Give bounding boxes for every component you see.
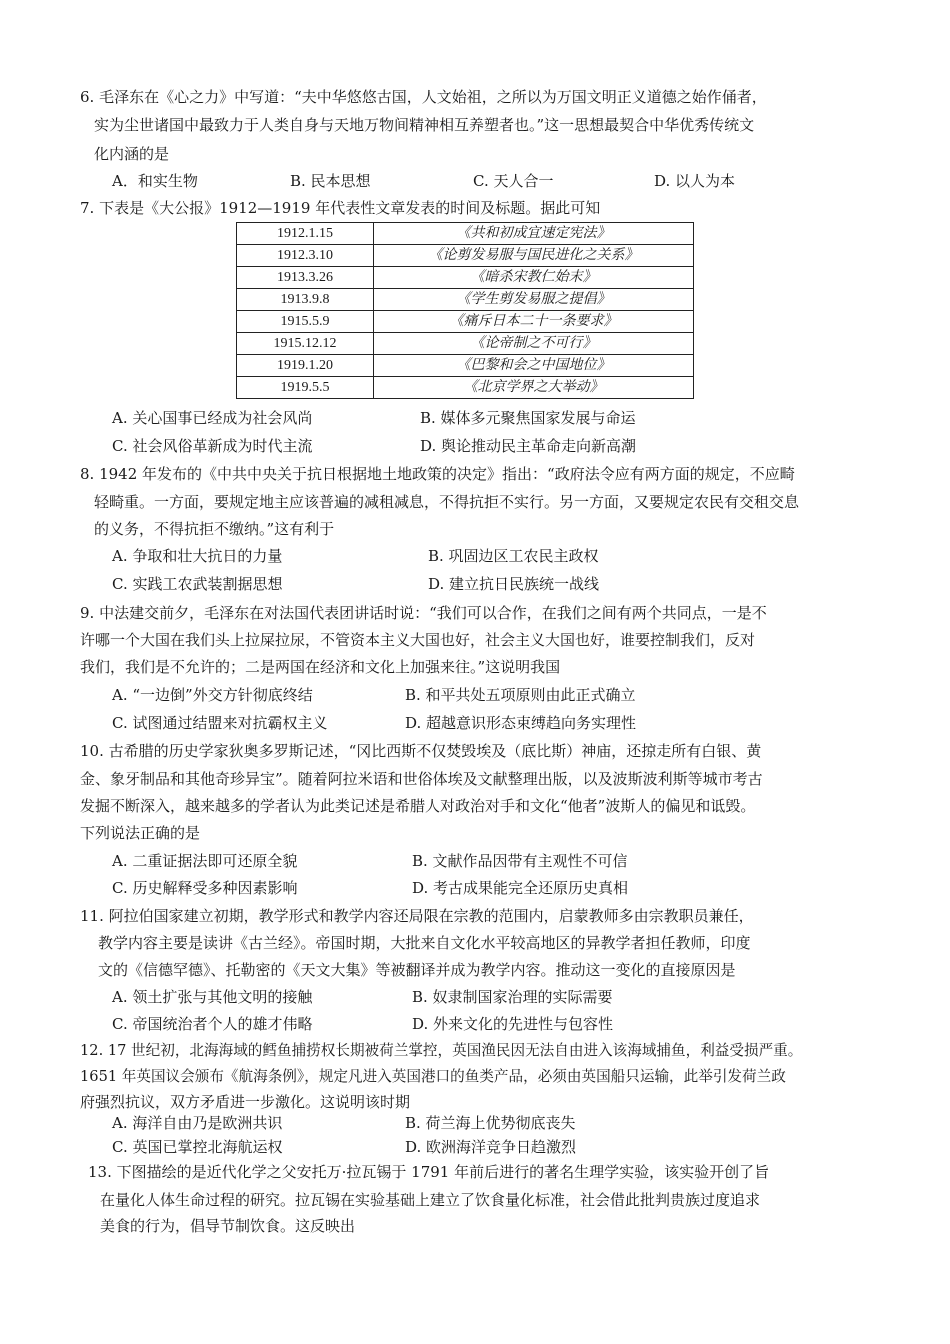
q8-stem-line-1: 8. 1942 年发布的《中共中央关于抗日根据地土地政策的决定》指出：“政府法令应有两方面的规定，不应畸 — [80, 465, 795, 483]
q10-option-b: B. 文献作品因带有主观性不可信 — [412, 852, 628, 870]
q10-option-c: C. 历史解释受多种因素影响 — [112, 879, 298, 897]
q7-option-c: C. 社会风俗革新成为时代主流 — [112, 437, 313, 455]
q13-stem-line-2: 在量化人体生命过程的研究。拉瓦锡在实验基础上建立了饮食量化标准，社会借此批判贵族过度追求 — [100, 1191, 761, 1209]
q6-stem-line-3: 化内涵的是 — [94, 145, 170, 163]
q13-stem-line-3: 美食的行为，倡导节制饮食。这反映出 — [100, 1217, 356, 1235]
table-row — [237, 377, 694, 399]
q6-stem-line-1: 6. 毛泽东在《心之力》中写道：“夫中华悠悠古国，人文始祖，之所以为万国文明正义道德之始作俑者， — [80, 88, 767, 106]
table-date: 1915.5.9 — [237, 311, 374, 333]
table-title: 《论剪发易服与国民进化之关系》 — [374, 245, 694, 267]
q8-option-a: A. 争取和壮大抗日的力量 — [112, 547, 283, 565]
table-date: 1919.1.20 — [237, 355, 374, 377]
table-title: 《北京学界之大举动》 — [374, 377, 694, 399]
table-title: 《共和初成宜速定宪法》 — [374, 223, 694, 245]
q12-option-c: C. 英国已掌控北海航运权 — [112, 1138, 283, 1156]
q8-option-b: B. 巩固边区工农民主政权 — [428, 547, 599, 565]
q8-option-c: C. 实践工农武装割据思想 — [112, 575, 283, 593]
q12-stem-line-2: 1651 年英国议会颁布《航海条例》，规定凡进入英国港口的鱼类产品，必须由英国船只运输，此举引发荷兰政 — [80, 1068, 786, 1085]
q6-option-b: B. 民本思想 — [290, 172, 371, 190]
table-date: 1919.5.5 — [237, 377, 374, 399]
q12-option-a: A. 海洋自由乃是欧洲共识 — [112, 1114, 283, 1132]
q9-stem-line-1: 9. 中法建交前夕，毛泽东在对法国代表团讲话时说：“我们可以合作，在我们之间有两个共同点，一是不 — [80, 604, 767, 622]
q11-option-a: A. 领土扩张与其他文明的接触 — [112, 988, 313, 1006]
q10-stem-line-1: 10. 古希腊的历史学家狄奥多罗斯记述，“冈比西斯不仅焚毁埃及（底比斯）神庙，还掠走所有白银、黄 — [80, 742, 762, 760]
q12-option-d: D. 欧洲海洋竞争日趋激烈 — [405, 1138, 577, 1156]
q7-stem-line-1: 7. 下表是《大公报》1912—1919 年代表性文章发表的时间及标题。据此可知 — [80, 199, 601, 217]
q6-option-d: D. 以人为本 — [654, 172, 736, 190]
table-row — [237, 333, 694, 355]
table-title: 《暗杀宋教仁始末》 — [374, 267, 694, 289]
q12-stem-line-1: 12. 17 世纪初，北海海域的鳕鱼捕捞权长期被荷兰掌控，英国渔民因无法自由进入该海域捕鱼，利益受损严重。 — [80, 1042, 803, 1059]
table-row — [237, 289, 694, 311]
q11-stem-line-3: 文的《信德罕德》、托勒密的《天文大集》等被翻译并成为教学内容。推动这一变化的直接原因是 — [98, 961, 736, 979]
q10-stem-line-3: 发掘不断深入，越来越多的学者认为此类记述是希腊人对政治对手和文化“他者”波斯人的偏见和诋毁。 — [80, 797, 756, 815]
table-date: 1913.3.26 — [237, 267, 374, 289]
q9-stem-line-3: 我们，我们是不允许的；二是两国在经济和文化上加强来往。”这说明我国 — [80, 658, 561, 676]
q6-stem-line-2: 实为尘世诸国中最致力于人类自身与天地万物间精神相互养塑者也。”这一思想最契合中华优秀传统文 — [94, 116, 755, 134]
q6-option-a: A．和实生物 — [112, 172, 198, 190]
table-title: 《论帝制之不可行》 — [374, 333, 694, 355]
q12-stem-line-3: 府强烈抗议，双方矛盾进一步激化。这说明该时期 — [80, 1093, 411, 1111]
q8-stem-line-2: 轻畸重。一方面，要规定地主应该普遍的减租减息，不得抗拒不实行。另一方面，又要规定农民有交租交息 — [94, 493, 800, 511]
q7-option-b: B. 媒体多元聚焦国家发展与命运 — [420, 409, 636, 427]
table-row — [237, 267, 694, 289]
table-date: 1912.3.10 — [237, 245, 374, 267]
q11-stem-line-1: 11. 阿拉伯国家建立初期，教学形式和教学内容还局限在宗教的范围内，启蒙教师多由宗教职员兼任， — [80, 907, 754, 925]
q9-option-b: B. 和平共处五项原则由此正式确立 — [405, 686, 636, 704]
q12-option-b: B. 荷兰海上优势彻底丧失 — [405, 1114, 576, 1132]
q9-stem-line-2: 许哪一个大国在我们头上拉屎拉尿，不管资本主义大国也好，社会主义大国也好，谁要控制我们，反对 — [80, 631, 756, 649]
q11-option-d: D. 外来文化的先进性与包容性 — [412, 1015, 614, 1033]
q9-option-c: C. 试图通过结盟来对抗霸权主义 — [112, 714, 328, 732]
q9-option-a: A. “一边倒”外交方针彻底终结 — [112, 686, 313, 704]
q8-option-d: D. 建立抗日民族统一战线 — [428, 575, 600, 593]
q7-option-d: D. 舆论推动民主革命走向新高潮 — [420, 437, 637, 455]
q13-stem-line-1: 13. 下图描绘的是近代化学之父安托万·拉瓦锡于 1791 年前后进行的著名生理学实验，该实验开创了旨 — [88, 1163, 770, 1181]
table-row — [237, 311, 694, 333]
q8-stem-line-3: 的义务，不得抗拒不缴纳。”这有利于 — [94, 520, 335, 538]
table-title: 《痛斥日本二十一条要求》 — [374, 311, 694, 333]
q7-option-a: A. 关心国事已经成为社会风尚 — [112, 409, 313, 427]
q6-option-c: C. 天人合一 — [473, 172, 554, 190]
q9-option-d: D. 超越意识形态束缚趋向务实理性 — [405, 714, 637, 732]
q11-stem-line-2: 教学内容主要是读讲《古兰经》。帝国时期，大批来自文化水平较高地区的异教学者担任教师，印度 — [98, 934, 751, 952]
table-title: 《学生剪发易服之提倡》 — [374, 289, 694, 311]
q11-option-c: C. 帝国统治者个人的雄才伟略 — [112, 1015, 313, 1033]
q10-stem-line-4: 下列说法正确的是 — [80, 824, 201, 842]
q7-article-table — [236, 222, 694, 399]
q10-stem-line-2: 金、象牙制品和其他奇珍异宝”。随着阿拉米语和世俗体埃及文献整理出版，以及波斯波利斯等城市考古 — [80, 770, 763, 788]
table-date: 1912.1.15 — [237, 223, 374, 245]
q11-option-b: B. 奴隶制国家治理的实际需要 — [412, 988, 613, 1006]
table-date: 1913.9.8 — [237, 289, 374, 311]
q10-option-a: A. 二重证据法即可还原全貌 — [112, 852, 298, 870]
table-title: 《巴黎和会之中国地位》 — [374, 355, 694, 377]
q10-option-d: D. 考古成果能完全还原历史真相 — [412, 879, 629, 897]
table-date: 1915.12.12 — [237, 333, 374, 355]
table-row — [237, 355, 694, 377]
table-row — [237, 223, 694, 245]
table-row — [237, 245, 694, 267]
